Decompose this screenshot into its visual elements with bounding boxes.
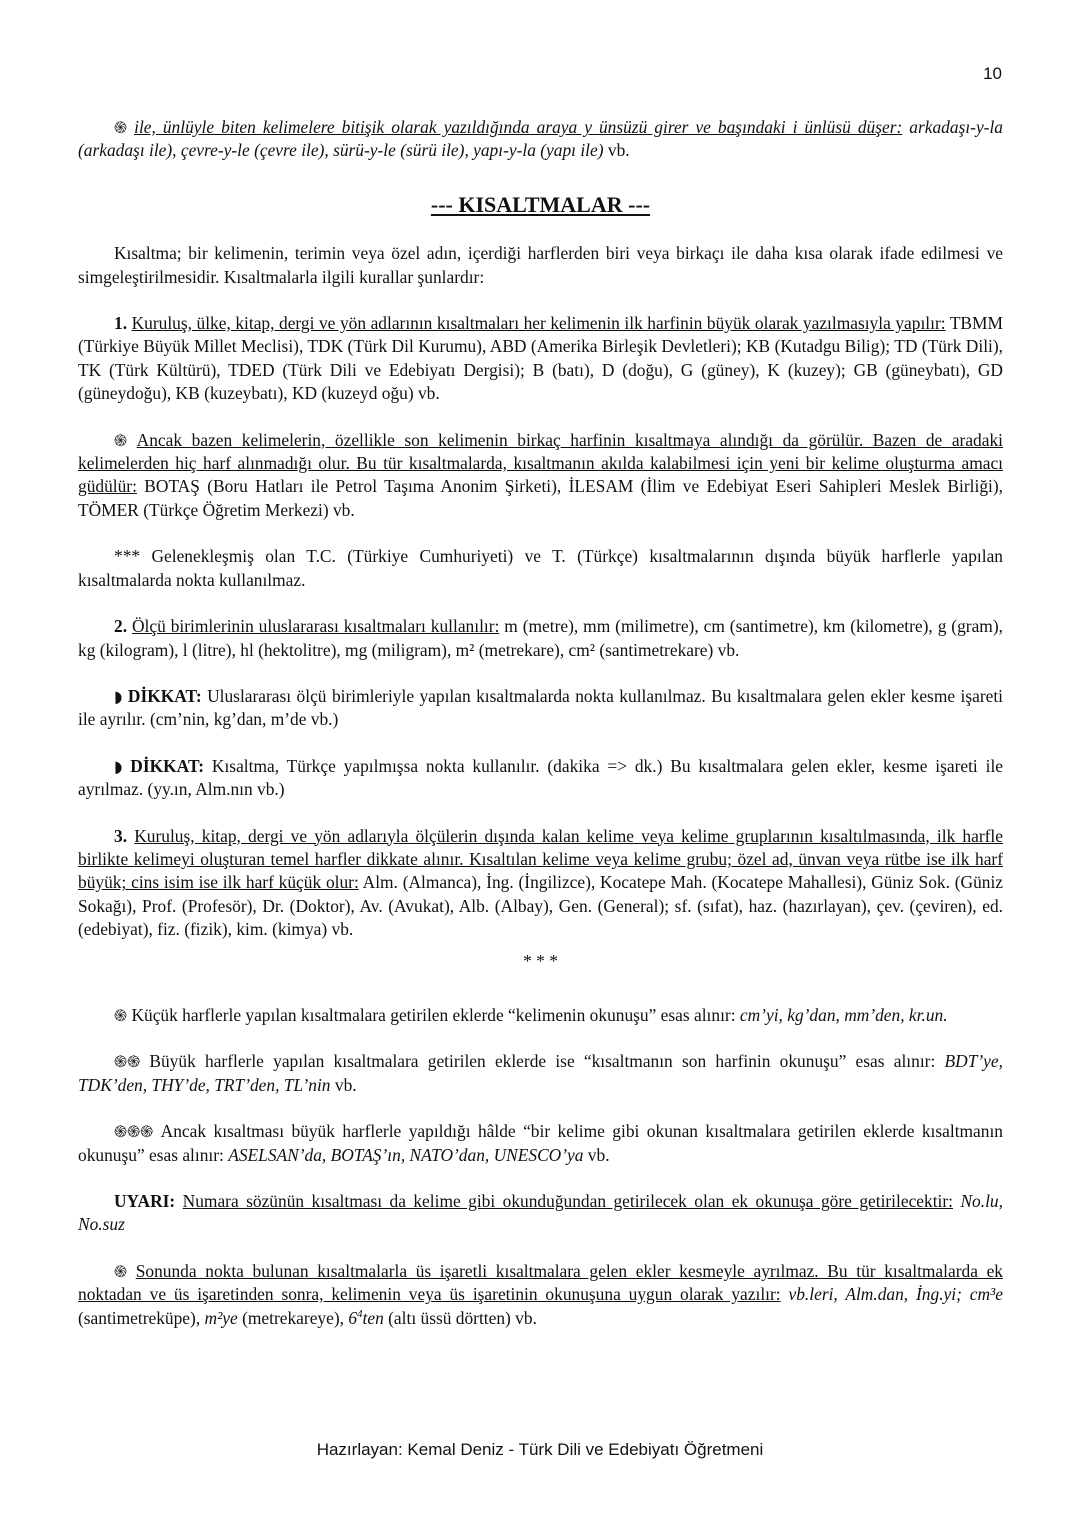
- rule-2-number: 2.: [114, 616, 128, 637]
- dikkat-1: [78, 685, 1003, 732]
- separator: * * *: [523, 950, 558, 971]
- sonunda-statement: Sonunda nokta bulunan kısaltmalarla üs işaretli kısaltmalara gelen ekler kesmeyle ayrılmaz. Bu tür kısaltmalarda ek noktadan ve üs işaretinden sonra, kelimenin veya üs işaretinin okunuşuna uygun olarak yazılır:: [78, 1260, 1003, 1305]
- bazen-examples: BOTAŞ (Boru Hatları ile Petrol Taşıma Anonim Şirketi), İLESAM (İlim ve Edebiyat Eseri Sahipleri Meslek Birliği), TÖMER (Türkçe Öğretim Merkezi) vb.: [78, 476, 1003, 520]
- rule-2-examples: m (metre), mm (milimetre), cm (santimetre), km (kilometre), g (gram), kg (kilogram), l (litre), hl (hektolitre), mg (miligram), m² (metrekare), cm² (santimetrekare) vb.: [78, 616, 1003, 660]
- uyari-label: UYARI:: [114, 1191, 176, 1211]
- sonunda-m2: m²ye: [204, 1307, 238, 1328]
- dikkat-2-label: DİKKAT:: [130, 755, 205, 776]
- bullet-icon: ֍: [114, 1005, 128, 1025]
- bullet-icon: ֍: [114, 1261, 128, 1281]
- rule-3: [78, 825, 1003, 942]
- buyuk-end: vb.: [334, 1074, 357, 1095]
- warning-icon: ◗: [114, 686, 123, 706]
- rule-3-examples: Alm. (Almanca), İng. (İngilizce), Kocatepe Mah. (Kocatepe Mahallesi), Güniz Sok. (Güniz Sokağı), Prof. (Profesör), Dr. (Doktor), Av. (Avukat), Alb. (Albay), Gen. (General); sf. (sıfat), haz. (hazırlayan), çev. (çeviren), ed. (edebiyat), fiz. (fizik), kim. (kimya) vb.: [78, 872, 1004, 940]
- bullet-icon: ֍֍֍: [114, 1122, 154, 1142]
- kucuk-text: Küçük harflerle yapılan kısaltmalara getirilen eklerde “kelimenin okunuşu” esas alınır:: [131, 1004, 736, 1025]
- sonunda-m2-desc: (metrekareye),: [242, 1307, 344, 1328]
- paragraph-kucuk: [78, 1004, 1003, 1027]
- rule-1-examples: TBMM (Türkiye Büyük Millet Meclisi), TDK (Türk Dil Kurumu), ABD (Amerika Birleşik Devletleri); KB (Kutadgu Bilig); TD (Türk Dili), TK (Türk Kültürü), TDED (Türk Dili ve Edebiyatı Dergisi); B (batı), D (doğu), G (güney), K (kuzey); GB (güneybatı), GD (güneydoğu), KB (kuzeybatı), KD (kuzeyd oğu) vb.: [78, 313, 1003, 404]
- sonunda-6-4-desc: (altı üssü dörtten) vb.: [388, 1307, 537, 1328]
- paragraph-ile: [78, 116, 1003, 163]
- ancak-end: vb.: [587, 1144, 610, 1165]
- sonunda-examples: vb.leri, Alm.dan, İng.yi; cm³e: [788, 1284, 1003, 1305]
- buyuk-examples: BDT’ye, TDK’den, THY’de, TRT’den, TL’nin: [78, 1051, 1003, 1095]
- intro-text: Kısaltma; bir kelimenin, terimin veya özel adın, içerdiği harflerden biri veya birkaçı ile daha kısa olarak ifade edilmesi ve simgeleştirilmesidir. Kısaltmalarla ilgili kurallar şunlardır:: [78, 243, 1003, 287]
- page-number: 10: [983, 64, 1002, 83]
- bullet-icon: ֍: [114, 118, 128, 137]
- rule-3-number: 3.: [114, 825, 128, 846]
- ile-examples: arkadaşı-y-la (arkadaşı ile), çevre-y-le (çevre ile), sürü-y-le (sürü ile), yapı-y-la (yapı ile): [78, 117, 1003, 161]
- rule-2: [78, 615, 1003, 662]
- dikkat-1-label: DİKKAT:: [127, 685, 202, 706]
- paragraph-tc-note: [78, 545, 1003, 592]
- rule-2-statement: Ölçü birimlerinin uluslararası kısaltmaları kullanılır:: [131, 616, 500, 637]
- intro-paragraph: [78, 242, 1003, 289]
- rule-1: [78, 312, 1003, 406]
- tc-note-text: *** Gelenekleşmiş olan T.C. (Türkiye Cumhuriyeti) ve T. (Türkçe) kısaltmalarının dışında büyük harflerle yapılan kısaltmalarda nokta kullanılmaz.: [78, 546, 1003, 590]
- section-title: --- KISALTMALAR ---: [430, 191, 651, 217]
- footer-author: Hazırlayan: Kemal Deniz - Türk Dili ve Edebiyatı Öğretmeni: [316, 1440, 764, 1459]
- kucuk-examples: cm’yi, kg’dan, mm’den, kr.un.: [739, 1004, 948, 1025]
- document-body: [78, 116, 1003, 1330]
- ile-rule-text: ile, ünlüyle biten kelimelere bitişik olarak yazıldığında araya y ünsüzü girer ve başındaki i ünlüsü düşer:: [134, 117, 903, 137]
- bullet-icon: ֍: [114, 430, 128, 450]
- sonunda-6-4: $6^4ten$: [348, 1307, 384, 1328]
- uyari-statement: Numara sözünün kısaltması da kelime gibi okunduğundan getirilecek olan ek okunuşa göre getirilecektir:: [182, 1191, 953, 1211]
- buyuk-text: Büyük harflerle yapılan kısaltmalara getirilen eklerde ise “kısaltmanın son harfinin okunuşu” esas alınır:: [149, 1051, 936, 1072]
- dikkat-2-text: Kısaltma, Türkçe yapılmışsa nokta kullanılır. (dakika => dk.) Bu kısaltmalara gelen ekler, kesme işareti ile ayrılmaz. (yy.ın, Alm.nın vb.): [78, 755, 1003, 800]
- uyari-examples: No.lu, No.suz: [78, 1191, 1003, 1235]
- bazen-statement: Ancak bazen kelimelerin, özellikle son kelimenin birkaç harfinin kısaltmaya alındığı da görülür. Bazen de aradaki kelimelerden hiç harf alınmadığı olur. Bu tür kısaltmalarda, kısaltmanın akılda kalabilmesi için yeni bir kelime oluşturma amacı güdülür:: [78, 429, 1003, 497]
- bullet-icon: ֍֍: [114, 1052, 141, 1072]
- rule-1-number: 1.: [114, 313, 128, 334]
- rule-3-statement: Kuruluş, kitap, dergi ve yön adlarıyla ölçülerin dışında kalan kelime veya kelime gruplarının kısaltılmasında, ilk harfle birlikte kelimeyi oluşturan temel harfler dikkate alınır. Kısaltılan kelime veya kelime grubu; özel ad, ünvan veya rütbe ise ilk harf büyük; cins isim ise ilk harf küçük olur:: [78, 825, 1003, 893]
- sonunda-cm3: (santimetreküpe),: [78, 1307, 201, 1328]
- paragraph-sonunda: [78, 1260, 1003, 1330]
- paragraph-buyuk: [78, 1050, 1003, 1097]
- ancak-examples: ASELSAN’da, BOTAŞ’ın, NATO’dan, UNESCO’ya: [228, 1144, 584, 1165]
- dikkat-2: [78, 755, 1003, 802]
- dikkat-1-text: Uluslararası ölçü birimleriyle yapılan kısaltmalarda nokta kullanılmaz. Bu kısaltmalara gelen ekler kesme işareti ile ayrılır. (cm’nin, kg’dan, m’de vb.): [78, 685, 1003, 730]
- uyari: [78, 1190, 1003, 1237]
- paragraph-bazen: [78, 429, 1003, 523]
- warning-icon: ◗: [114, 756, 123, 776]
- ancak-text: Ancak kısaltması büyük harflerle yapıldığı hâlde “bir kelime gibi okunan kısaltmalara getirilen eklerde kısaltmanın okunuşu” esas alınır:: [78, 1121, 1003, 1165]
- rule-1-statement: Kuruluş, ülke, kitap, dergi ve yön adlarının kısaltmaları her kelimenin ilk harfinin büyük olarak yazılmasıyla yapılır:: [131, 313, 946, 334]
- ile-end: vb.: [607, 140, 630, 161]
- paragraph-ancak: [78, 1120, 1003, 1167]
